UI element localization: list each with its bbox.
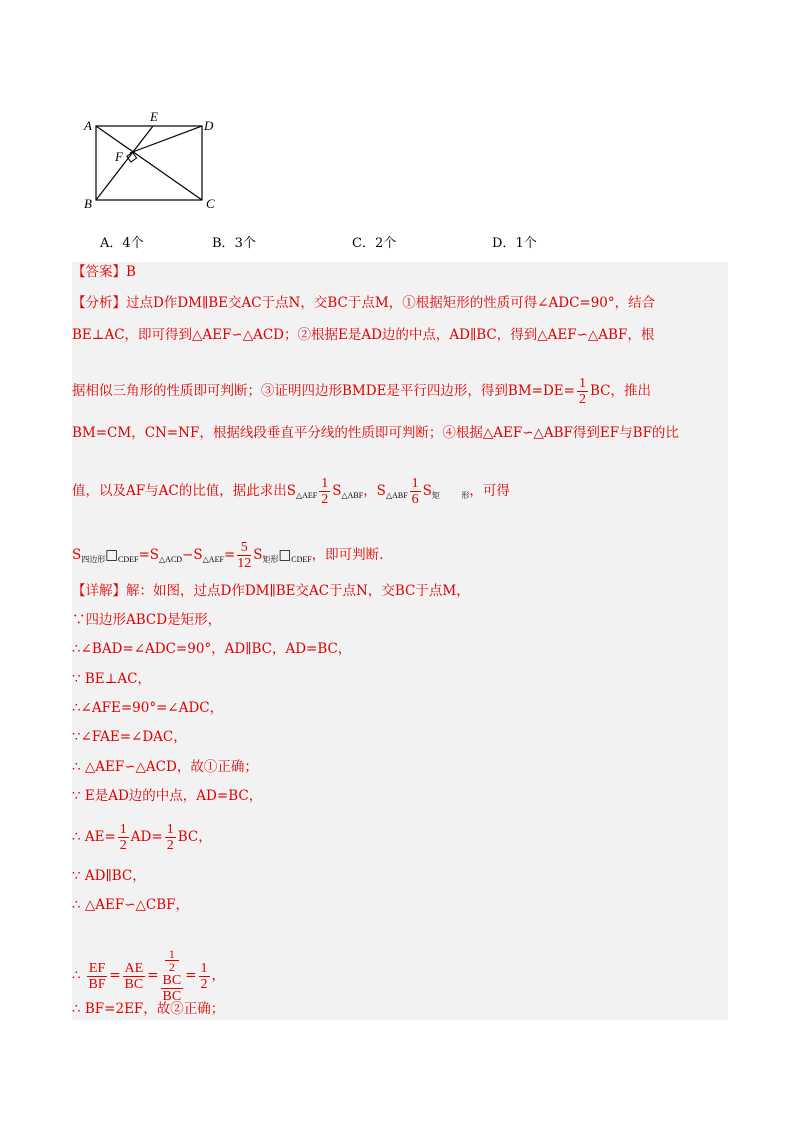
analysis-line-4: BM=CM，CN=NF，根据线段垂直平分线的性质即可判断；④根据△AEF∽△ABF得到EF与BF的比 — [72, 425, 679, 441]
analysis-line-1: 【分析】过点D作DM∥BE交AC于点N，交BC于点M，①根据矩形的性质可得∠ADC=90°，结合 — [72, 295, 656, 311]
detail-line-12: ∴ $\frac{EF}{BF}$ = $\frac{AE}{BC}$ = 1 2 BC BC = $\frac{1}{2}$ ， — [72, 947, 226, 1004]
label-d: D — [204, 118, 214, 133]
detail-line-3: ∴∠BAD=∠ADC=90°，AD∥BC，AD=BC， — [72, 641, 352, 657]
detail-line-10: ∵ AD∥BC， — [72, 868, 146, 884]
detail-line-7: ∴ △AEF∽△ACD，故①正确； — [72, 759, 258, 775]
answer-line: 【答案】B — [72, 264, 136, 280]
option-d[interactable]: D．1个 — [492, 236, 537, 251]
detail-line-2: ∵四边形ABCD是矩形， — [72, 612, 222, 628]
label-f: F — [115, 149, 123, 164]
answer-options — [100, 232, 620, 252]
option-c[interactable]: C．2个 — [352, 236, 397, 251]
analysis-line-2: BE⊥AC，即可得到△AEF∽△ACD；②根据E是AD边的中点，AD∥BC，得到△AEF∽△ABF，根 — [72, 327, 655, 343]
option-a[interactable]: A．4个 — [100, 236, 144, 251]
detail-line-6: ∵∠FAE=∠DAC， — [72, 729, 187, 745]
detail-line-4: ∵ BE⊥AC， — [72, 671, 151, 687]
detail-line-5: ∴∠AFE=90°=∠ADC， — [72, 700, 224, 716]
detail-line-9: ∴ AE= $\frac{1}{2}$ AD= $\frac{1}{2}$ BC， — [72, 822, 212, 853]
segment-be — [96, 126, 153, 200]
analysis-line-5: 值，以及AF与AC的比值，据此求出$S_{\triangle AEF}$ $\frac{1}{2}$ $S_{\triangle ABF}$，$S_{\triangle ABF}$ $\frac{1}{6}$ $S_矩$ $_形$，可得 — [72, 476, 510, 507]
detail-line-8: ∵ E是AD边的中点，AD=BC， — [72, 788, 263, 804]
label-b: B — [84, 196, 92, 211]
detail-line-13: ∴ BF=2EF，故②正确； — [72, 1001, 225, 1017]
analysis-line-3: 据相似三角形的性质即可判断；③证明四边形BMDE是平行四边形，得到BM=DE= $\frac{1}{2}$ BC，推出 — [72, 376, 651, 407]
label-e: E — [150, 109, 158, 124]
segment-df — [130, 126, 202, 153]
segment-ac — [96, 126, 202, 200]
option-b[interactable]: B．3个 — [212, 236, 256, 251]
label-c: C — [206, 196, 215, 211]
analysis-line-6: $S_{四边形}□_{CDEF}=S_{\triangle ACD}-S_{\triangle AEF}=$ $\frac{5}{12}$ $S_{矩形}□_{CDEF}$，即可判断. — [72, 540, 384, 571]
detail-line-1: 【详解】解：如图，过点D作DM∥BE交AC于点N，交BC于点M， — [72, 583, 470, 599]
label-a: A — [84, 118, 92, 133]
geometry-figure — [80, 108, 230, 218]
detail-line-11: ∴ △AEF∽△CBF， — [72, 897, 190, 913]
